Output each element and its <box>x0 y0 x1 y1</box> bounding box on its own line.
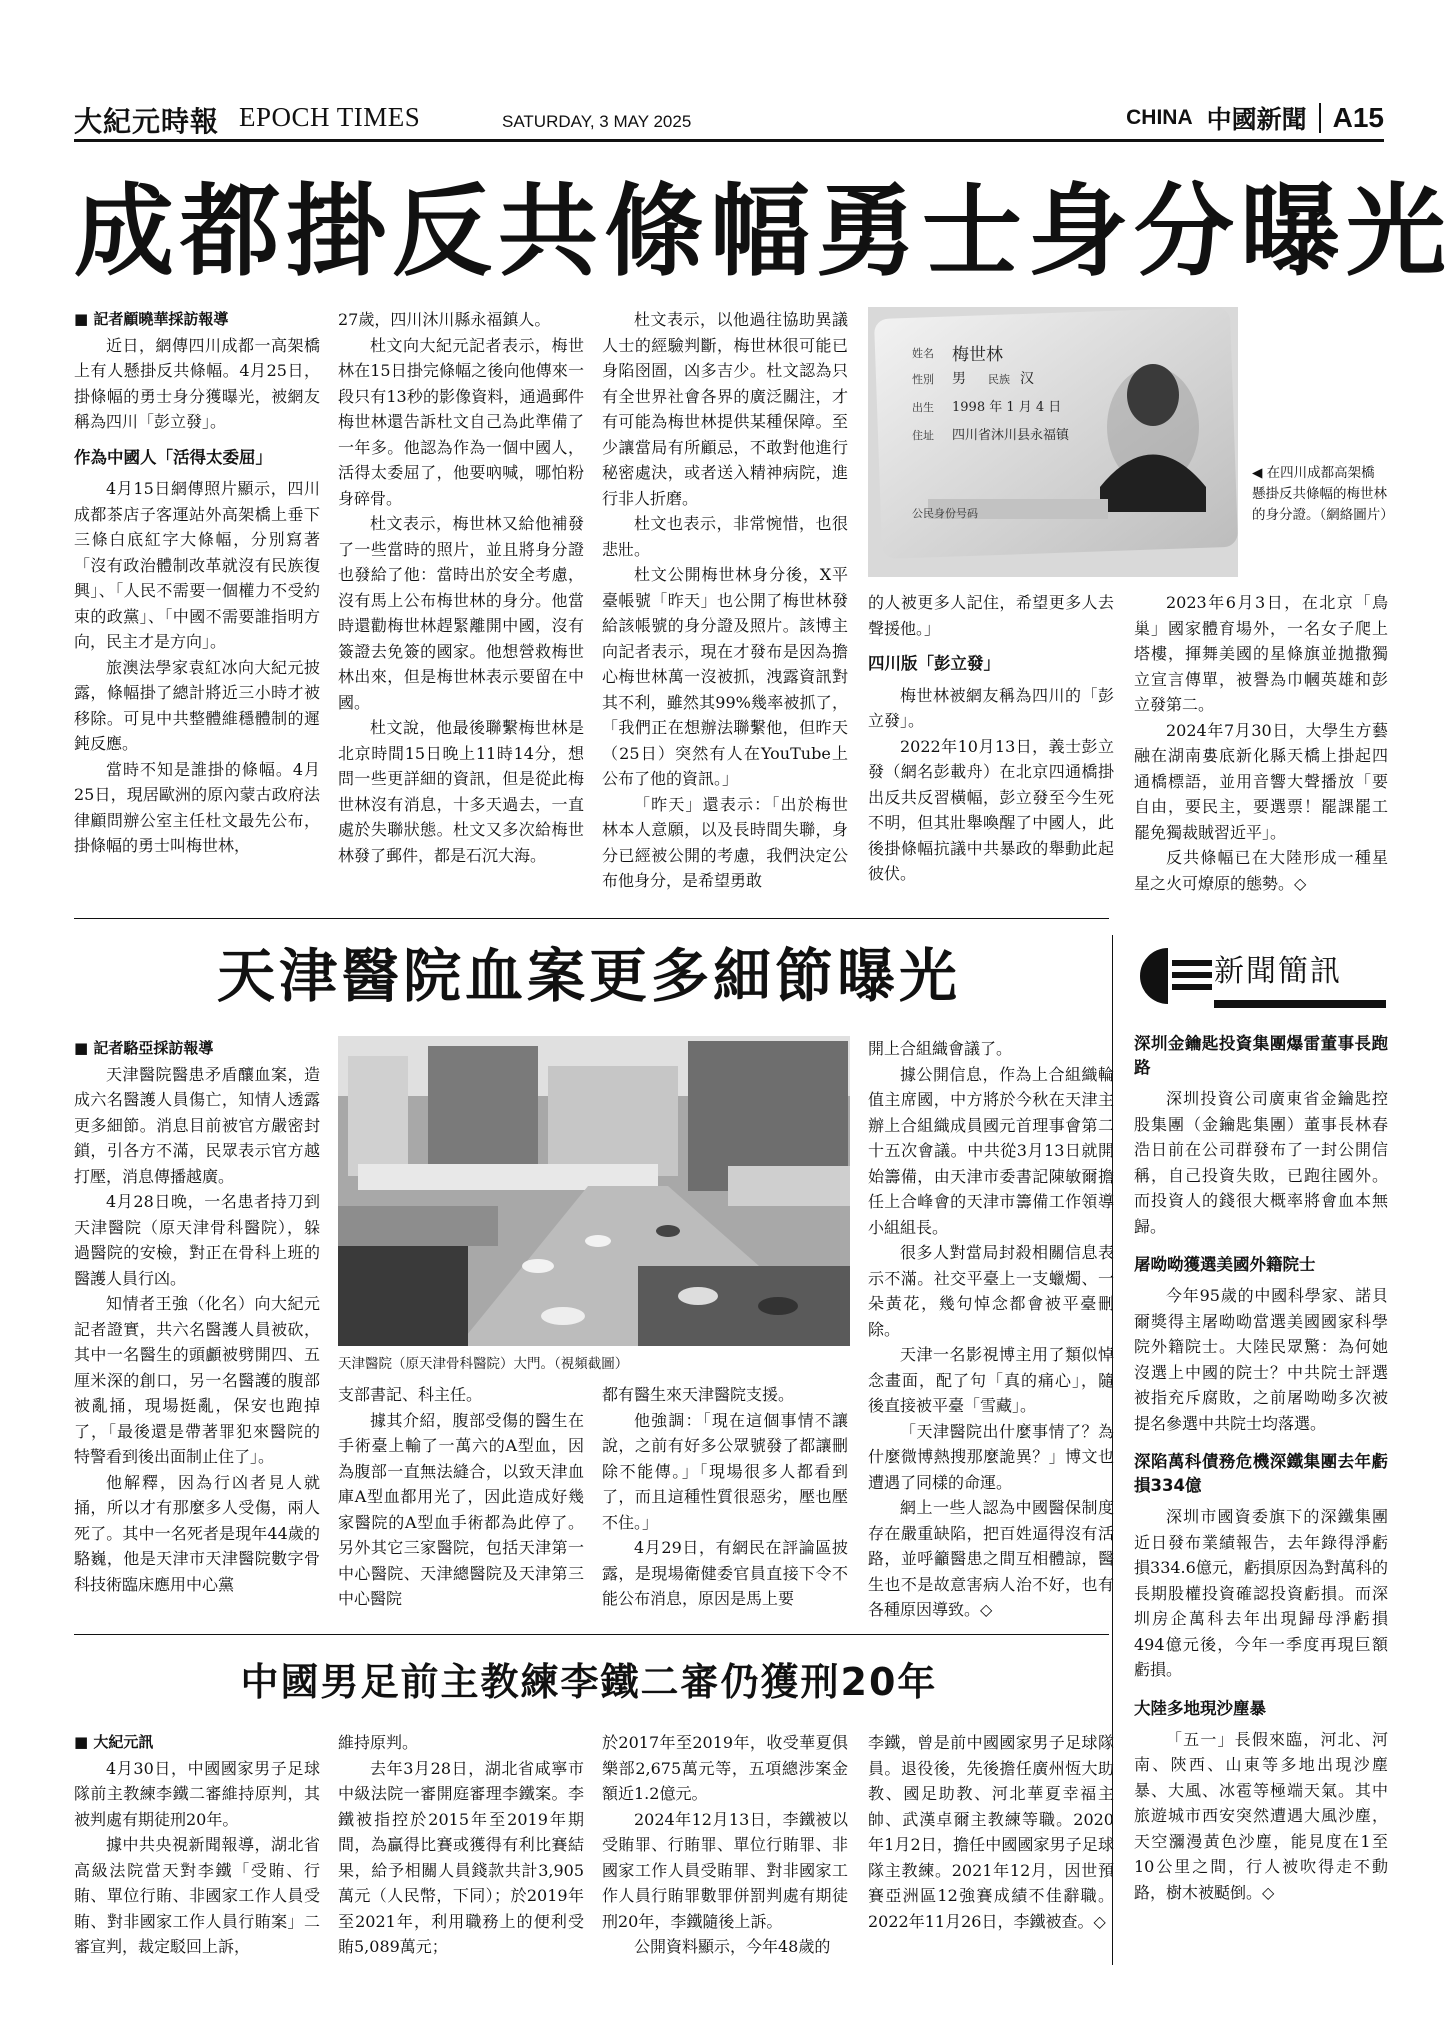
article2-paragraph: 4月29日，有網民在評論區披露，是現場衛健委官員直接下令不能公布消息，原因是馬上要 <box>602 1538 848 1608</box>
id-card-label-birth: 出生 <box>912 401 934 414</box>
article2-column-4 <box>868 1036 1114 1622</box>
article2-column-1 <box>74 1036 320 1618</box>
article1-headline: 成都掛反共條幅勇士身分曝光 <box>74 173 1452 290</box>
brief-item <box>1134 1253 1388 1436</box>
news-briefs-list <box>1134 1018 1388 1970</box>
masthead-logo-en: EPOCH TIMES <box>239 102 421 132</box>
article1-column-3 <box>602 307 848 907</box>
brief-item-title: 深陷萬科債務危機深鐵集團去年虧損334億 <box>1134 1452 1388 1495</box>
id-card-label-ethnic: 民族 <box>988 373 1010 386</box>
article3-paragraph: 據中共央視新聞報導，湖北省高級法院當天對李鐵「受賄、行賄、單位行賄、非國家工作人員受賄、對非國家工作人員行賄案」二審宣判，裁定駁回上訴， <box>74 1835 320 1956</box>
article3-paragraph: 去年3月28日，湖北省咸寧市中級法院一審開庭審理李鐵案。李鐵被指控於2015年至2019年期間，為贏得比賽或獲得有利比賽結果，給予相關人員錢款共計3,905萬元（人民幣，下同）；於2019年至2021年，利用職務上的便利受賄5,089萬元； <box>338 1758 584 1956</box>
article1-paragraph: 旅澳法學家袁紅冰向大紀元披露，條幅掛了總計將近三小時才被移除。可見中共整體維穩體制的遲鈍反應。 <box>74 657 320 753</box>
article2-column-2 <box>338 1382 584 1622</box>
masthead-logo-cn: 大紀元時報 <box>74 105 220 138</box>
article3-paragraph: 維持原判。 <box>338 1733 419 1752</box>
article2-paragraph: 很多人對當局封殺相關信息表示不滿。社交平臺上一支蠟燭、一朵黃花，幾句悼念都會被平臺刪除。 <box>868 1243 1114 1339</box>
article1-paragraph: 梅世林被網友稱為四川的「彭立發」。 <box>868 685 1114 730</box>
article2-paragraph: 天津醫院醫患矛盾釀血案，造成六名醫護人員傷亡，知情人透露更多細節。消息目前被官方嚴密封鎖，引各方不滿，民眾表示官方越打壓，消息傳播越廣。 <box>74 1064 320 1186</box>
article1-paragraph: 杜文表示，梅世林又給他補發了一些當時的照片，並且將身分證也發給了他：當時出於安全考慮，沒有馬上公布梅世林的身分。他當時還勸梅世林趕緊離開中國，沒有簽證去免簽的國家。他想營救梅世林出來，但是梅世林表示要留在中國。 <box>338 514 584 712</box>
article1-column-1 <box>74 307 320 907</box>
issue-date: SATURDAY, 3 MAY 2025 <box>502 112 692 131</box>
article2-paragraph: 「天津醫院出什麼事情了？為什麼微博熱搜那麼詭異？」博文也遭遇了同樣的命運。 <box>868 1421 1114 1492</box>
article2-paragraph: 4月28日晚，一名患者持刀到天津醫院（原天津骨科醫院），躲過醫院的安檢，對正在骨科上班的醫護人員行凶。 <box>74 1192 320 1288</box>
article1-paragraph: 2023年6月3日，在北京「鳥巢」國家體育場外，一名女子爬上塔樓，揮舞美國的星條旗並拋撒獨立宣言傳單，被譽為巾幗英雄和彭立發第二。 <box>1134 593 1388 714</box>
article1-column-4 <box>868 590 1114 910</box>
article2-paragraph: 據其介紹，腹部受傷的醫生在手術臺上輸了一萬六的A型血，因為腹部一直無法縫合，以致天津血庫A型血都用光了，因此造成好幾家醫院的A型血手術都為此停了。另外其它三家醫院，包括天津第一中心醫院、天津總醫院及天津第三中心醫院 <box>338 1410 584 1608</box>
id-card-sex: 男 <box>952 371 966 387</box>
article2-paragraph: 他解釋，因為行凶者見人就捅，所以才有那麼多人受傷，兩人死了。其中一名死者是現年44歲的駱巍，他是天津市天津醫院數字骨科技術臨床應用中心黨 <box>74 1472 320 1594</box>
article3-column-4 <box>868 1730 1114 1970</box>
section-divider-2 <box>74 1634 1109 1635</box>
article3-column-2 <box>338 1730 584 1970</box>
article1-paragraph: 杜文也表示，非常惋惜，也很悲壯。 <box>602 514 848 559</box>
article1-paragraph: 「昨天」還表示：「出於梅世林本人意願，以及長時間失聯，身分已經被公開的考慮，我們決定公布他身分，是希望勇敢 <box>602 794 848 890</box>
id-card-name: 梅世林 <box>952 345 1003 365</box>
article2-paragraph: 據公開信息，作為上合組織輪值主席國，中方將於今秋在天津主辦上合組織成員國元首理事會第二十五次會議。中共從3月13日就開始籌備，由天津市委書記陳敏爾擔任上合峰會的天津市籌備工作領導小組組長。 <box>868 1064 1114 1237</box>
article3-headline: 中國男足前主教練李鐵二審仍獲刑20年 <box>240 1660 938 1704</box>
article1-paragraph: 的人被更多人記住，希望更多人去聲援他。」 <box>868 593 1114 638</box>
section-label-cn: 中國新聞 <box>1206 105 1307 134</box>
article1-subhead-2: 四川版「彭立發」 <box>868 654 1000 673</box>
article1-paragraph: 當時不知是誰掛的條幅。4月25日，現居歐洲的原內蒙古政府法律顧問辦公室主任杜文最先公布，掛條幅的勇士叫梅世林， <box>74 759 320 855</box>
hospital-photo <box>338 1036 850 1346</box>
brief-item <box>1134 1450 1388 1683</box>
article3-paragraph: 於2017年至2019年，收受華夏俱樂部2,675萬元等，五項總涉案金額近1.2億元。 <box>602 1733 848 1803</box>
section-label <box>1126 100 1384 136</box>
id-card-ethnic: 汉 <box>1020 371 1034 387</box>
article3-paragraph: 李鐵，曾是前中國國家男子足球隊員。退役後，先後擔任廣州恆大助教、國足助教、河北華夏幸福主帥、武漢卓爾主教練等職。2020年1月2日，擔任中國國家男子足球隊主教練。2021年12月，因世預賽亞洲區12強賽成績不佳辭職。2022年11月26日，李鐵被查。◇ <box>868 1733 1114 1931</box>
masthead <box>74 98 1384 142</box>
page-number: A15 <box>1332 102 1384 133</box>
article1-paragraph: 27歲，四川沐川縣永福鎮人。 <box>338 310 551 329</box>
article1-byline: ■ 記者顧曉華採訪報導 <box>74 307 320 333</box>
article1-paragraph: 杜文表示，以他過往協助異議人士的經驗判斷，梅世林很可能已身陷囹圄，凶多吉少。杜文認為只有全世界社會各界的廣泛關注，才有可能為梅世林提供某種保障。至少讓當局有所顧忌，不敢對他進行秘密處決，或者送入精神病院，進行非人折磨。 <box>602 310 848 508</box>
brief-item-title: 大陸多地現沙塵暴 <box>1134 1698 1266 1718</box>
article1-paragraph: 反共條幅已在大陸形成一種星星之火可燎原的態勢。◇ <box>1134 848 1388 893</box>
article2-column-3 <box>602 1382 848 1622</box>
article1-paragraph: 杜文說，他最後聯繫梅世林是北京時間15日晚上11時14分，想問一些更詳細的資訊，但是從此梅世林沒有消息，十多天過去，一直處於失聯狀態。杜文又多次給梅世林發了郵件，都是石沉大海。 <box>338 718 584 865</box>
article1-column-2 <box>338 307 584 907</box>
article1-subhead-1: 作為中國人「活得太委屈」 <box>74 447 272 467</box>
brief-item-body: 「五一」長假來臨，河北、河南、陝西、山東等多地出現沙塵暴、大風、冰雹等極端天氣。其中旅遊城市西安突然遭遇大風沙塵，天空瀰漫黃色沙塵，能見度在1至10公里之間，行人被吹得走不動路，樹木被颳倒。◇ <box>1134 1729 1388 1902</box>
section-divider-1 <box>74 918 1109 919</box>
article1-photo-caption: ◀ 在四川成都高架橋懸掛反共條幅的梅世林的身分證。（網絡圖片） <box>1252 465 1394 523</box>
article3-column-1 <box>74 1730 320 1970</box>
brief-item-body: 今年95歲的中國科學家、諾貝爾獎得主屠呦呦當選美國國家科學院外籍院士。大陸民眾驚：為何她沒選上中國的院士？中共院士評選被指充斥腐敗，之前屠呦呦多次被提名參選中共院士均落選。 <box>1134 1286 1388 1433</box>
brief-item-body: 深圳市國資委旗下的深鐵集團近日發布業績報告，去年錄得淨虧損334.6億元，虧損原因為對萬科的長期股權投資確認投資虧損。而深圳房企萬科去年出現歸母淨虧損494億元後，今年一季度再現巨額虧損。 <box>1134 1507 1388 1679</box>
brief-item <box>1134 1032 1388 1239</box>
article2-byline: ■ 記者駱亞採訪報導 <box>74 1036 320 1062</box>
brief-item-title: 深圳金鑰匙投資集團爆雷董事長跑路 <box>1134 1034 1388 1077</box>
hospital-image <box>338 1036 850 1346</box>
brief-item <box>1134 1697 1388 1906</box>
article1-paragraph: 4月15日網傳照片顯示，四川成都茶店子客運站外高架橋上垂下三條白底紅字大條幅，分別寫著「沒有政治體制改革就沒有民族復興」、「人民不需要一個權力不受約束的政黨」、「中國不需要誰指明方向，民主才是方向」。 <box>74 479 320 651</box>
brief-item-body: 深圳投資公司廣東省金鑰匙控股集團（金鑰匙集團）董事長林春浩日前在公司群發布了一封公開信稱，自己投資失敗，已跑往國外。而投資人的錢很大概率將會血本無歸。 <box>1134 1089 1388 1236</box>
id-card-label-name: 姓名 <box>912 347 934 360</box>
id-card-address: 四川省沐川县永福镇 <box>952 428 1070 443</box>
article3-byline: ■ 大紀元訊 <box>74 1730 320 1756</box>
article2-paragraph: 支部書記、科主任。 <box>338 1385 483 1404</box>
article1-paragraph: 杜文公開梅世林身分後，X平臺帳號「昨天」也公開了梅世林發給該帳號的身分證及照片。該博主向記者表示，現在才發布是因為擔心梅世林萬一沒被抓，洩露資訊對其不利，雖然其99%幾率被抓了，「我們正在想辦法聯繫他，但昨天（25日）突然有人在YouTube上公布了他的資訊。」 <box>602 565 848 788</box>
news-briefs-title: 新聞簡訊 <box>1214 954 1342 989</box>
article2-paragraph: 開上合組織會議了。 <box>868 1039 1013 1058</box>
article2-paragraph: 天津一名影視博主用了類似悼念畫面，配了句「真的痛心」，隨後直接被平臺「雪藏」。 <box>868 1345 1114 1415</box>
brief-item-title: 屠呦呦獲選美國外籍院士 <box>1134 1255 1316 1274</box>
id-card-label-sex: 性別 <box>912 373 934 386</box>
section-divider <box>1319 103 1321 133</box>
article2-paragraph: 他強調：「現在這個事情不讓說，之前有好多公眾號發了都讓刪除不能傳。」「現場很多人都看到了，而且這種性質很惡劣，壓也壓不住。」 <box>602 1410 848 1532</box>
article1-paragraph: 近日，網傳四川成都一高架橋上有人懸掛反共條幅。4月25日，掛條幅的勇士身分獲曝光，被網友稱為四川「彭立發」。 <box>74 335 320 431</box>
article3-column-3 <box>602 1730 848 1970</box>
news-briefs-logo-icon <box>1132 942 1212 1012</box>
article2-photo-caption: 天津醫院（原天津骨科醫院）大門。（視頻截圖） <box>338 1356 629 1372</box>
article1-paragraph: 2022年10月13日，義士彭立發（網名彭載舟）在北京四通橋掛出反共反習橫幅，彭立發至今生死不明，但其壯舉喚醒了中國人，此後掛條幅抗議中共暴政的舉動此起彼伏。 <box>868 736 1114 883</box>
article3-paragraph: 公開資料顯示，今年48歲的 <box>634 1937 831 1956</box>
article1-paragraph: 2024年7月30日，大學生方藝融在湖南婁底新化縣天橋上掛起四通橋標語，並用音響大聲播放「要自由，要民主，要選票！罷課罷工罷免獨裁賊習近平」。 <box>1134 720 1388 842</box>
news-briefs-header <box>1124 938 1388 1016</box>
id-card-label-address: 住址 <box>912 429 934 442</box>
article3-paragraph: 2024年12月13日，李鐵被以受賄罪、行賄罪、單位行賄罪、非國家工作人員受賄罪、對非國家工作人員行賄罪數罪併罰判處有期徒刑20年，李鐵隨後上訴。 <box>602 1809 848 1931</box>
article1-paragraph: 杜文向大紀元記者表示，梅世林在15日掛完條幅之後向他傳來一段只有13秒的影像資料，通過郵件梅世林還告訴杜文自己為此準備了一年多。他認為作為一個中國人，活得太委屈了，他要吶喊，哪怕粉身碎骨。 <box>338 335 584 508</box>
id-card-birth: 1998 年 1 月 4 日 <box>952 400 1062 415</box>
article3-paragraph: 4月30日，中國國家男子足球隊前主教練李鐵二審維持原判，其被判處有期徒刑20年。 <box>74 1758 320 1829</box>
id-card-label-id: 公民身份号码 <box>912 507 978 520</box>
article2-headline: 天津醫院血案更多細節曝光 <box>216 942 961 1010</box>
article1-column-5 <box>1134 590 1388 910</box>
section-label-en: CHINA <box>1126 106 1193 129</box>
news-briefs-bar <box>1214 1000 1386 1008</box>
article2-paragraph: 都有醫生來天津醫院支援。 <box>602 1385 795 1404</box>
id-card-photo <box>868 307 1238 577</box>
article2-paragraph: 知情者王強（化名）向大紀元記者證實，共六名醫護人員被砍，其中一名醫生的頭顱被劈開四、五厘米深的創口，另一名醫護的腹部被亂捅，現場挺亂，保安也跑掉了，「最後還是帶著罪犯來醫院的特警看到後出面制止住了」。 <box>74 1294 320 1466</box>
article2-paragraph: 網上一些人認為中國醫保制度存在嚴重缺陷，把百姓逼得沒有活路，並呼籲醫患之間互相體諒，醫生也不是故意害病人治不好，也有各種原因導致。◇ <box>868 1498 1114 1619</box>
